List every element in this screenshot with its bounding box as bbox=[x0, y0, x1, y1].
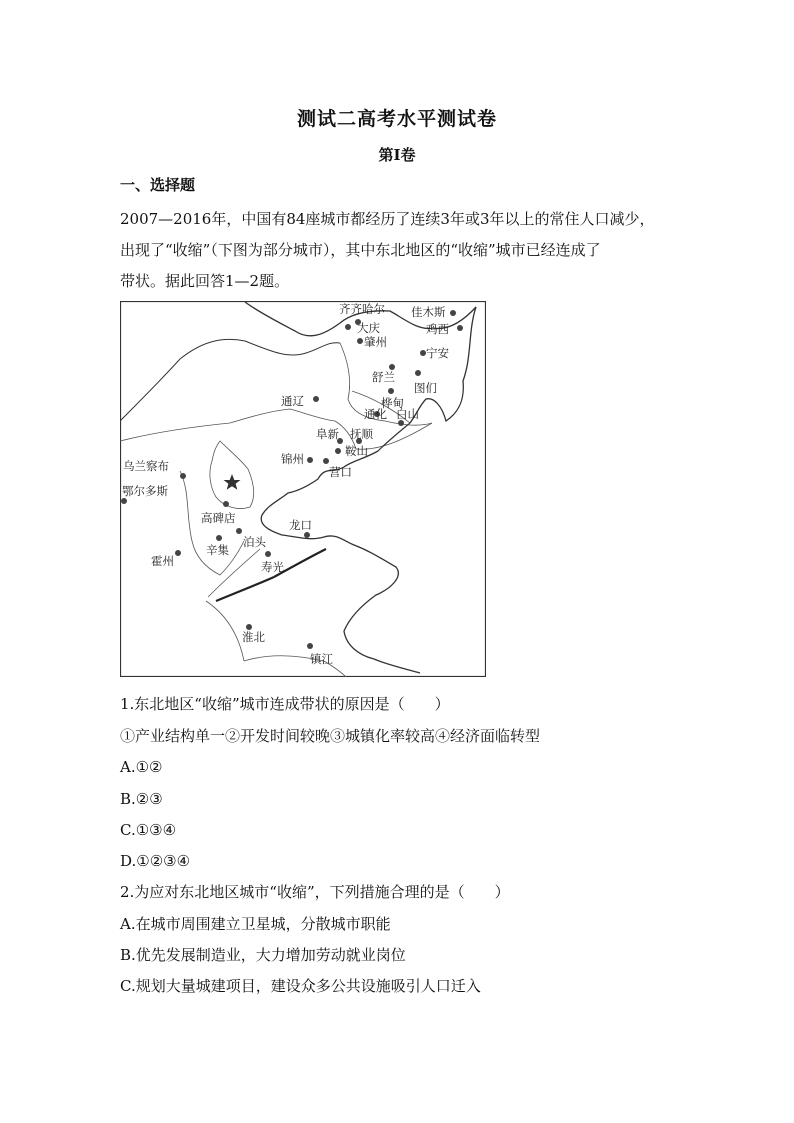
map-svg bbox=[120, 301, 486, 677]
intro-line-3: 带状。据此回答1—2题。 bbox=[120, 272, 290, 290]
city-label-xinji: 辛集 bbox=[206, 543, 229, 557]
shrinking-cities-map bbox=[120, 301, 486, 677]
city-label-jinzhou: 锦州 bbox=[281, 452, 304, 466]
page-title: 测试二高考水平测试卷 bbox=[296, 108, 497, 130]
city-label-shouguang: 寿光 bbox=[261, 560, 284, 574]
intro-line-1: 2007—2016年，中国有84座城市都经历了连续3年或3年以上的常住人口减少， bbox=[120, 210, 655, 228]
question-1-option-d[interactable]: D.①②③④ bbox=[120, 852, 191, 870]
city-label-tongliao: 通辽 bbox=[281, 394, 304, 408]
city-label-ordos: 鄂尔多斯 bbox=[122, 484, 168, 498]
city-label-shulan: 舒兰 bbox=[372, 370, 395, 384]
city-label-anshan: 鞍山 bbox=[345, 444, 368, 458]
city-label-jixi: 鸡西 bbox=[426, 322, 449, 336]
city-label-jiamusi: 佳木斯 bbox=[411, 305, 446, 319]
intro-line-2: 出现了“收缩”（下图为部分城市），其中东北地区的“收缩”城市已经连成了 bbox=[120, 241, 601, 259]
city-label-huadian: 桦甸 bbox=[381, 396, 404, 410]
city-label-qiqihar: 齐齐哈尔 bbox=[339, 302, 385, 316]
city-label-daqing: 大庆 bbox=[357, 321, 380, 335]
city-tonghua bbox=[364, 407, 387, 421]
city-label-zhenjiang: 镇江 bbox=[310, 652, 333, 666]
city-label-longkou: 龙口 bbox=[289, 518, 312, 532]
section-heading: 一、选择题 bbox=[120, 176, 196, 194]
city-label-baishan: 白山 bbox=[396, 407, 419, 421]
intro-paragraph bbox=[120, 204, 676, 297]
city-label-ningan: 宁安 bbox=[426, 346, 449, 360]
question-2-option-c[interactable]: C.规划大量城建项目，建设众多公共设施吸引人口迁入 bbox=[120, 977, 481, 995]
question-2-option-a[interactable]: A.在城市周围建立卫星城，分散城市职能 bbox=[120, 915, 391, 933]
city-label-gaobeidian: 高碑店 bbox=[201, 511, 236, 525]
question-1-option-b[interactable]: B.②③ bbox=[120, 790, 163, 808]
city-label-tumen: 图们 bbox=[414, 381, 437, 395]
question-2-stem: 2.为应对东北地区城市“收缩”，下列措施合理的是（ ） bbox=[120, 883, 510, 901]
question-1-option-a[interactable]: A.①② bbox=[120, 758, 163, 776]
question-1-statements: ①产业结构单一②开发时间较晚③城镇化率较高④经济面临转型 bbox=[120, 727, 541, 745]
city-label-tonghua: 通化 bbox=[364, 407, 387, 421]
volume-label: 第I卷 bbox=[378, 146, 416, 164]
city-label-fuxin: 阜新 bbox=[316, 427, 339, 441]
city-label-yingkou: 营口 bbox=[329, 465, 352, 479]
city-label-fushun: 抚顺 bbox=[350, 427, 373, 441]
city-label-wulanchabu: 乌兰察布 bbox=[123, 459, 169, 473]
question-1-stem: 1.东北地区“收缩”城市连成带状的原因是（ ） bbox=[120, 695, 450, 713]
city-label-zhaozhou: 肇州 bbox=[364, 335, 387, 349]
question-2-option-b[interactable]: B.优先发展制造业，大力增加劳动就业岗位 bbox=[120, 946, 406, 964]
question-1-option-c[interactable]: C.①③④ bbox=[120, 821, 177, 839]
city-label-huaibei: 淮北 bbox=[242, 630, 265, 644]
city-label-botou: 泊头 bbox=[243, 535, 266, 549]
city-label-huozhou: 霍州 bbox=[151, 554, 174, 568]
